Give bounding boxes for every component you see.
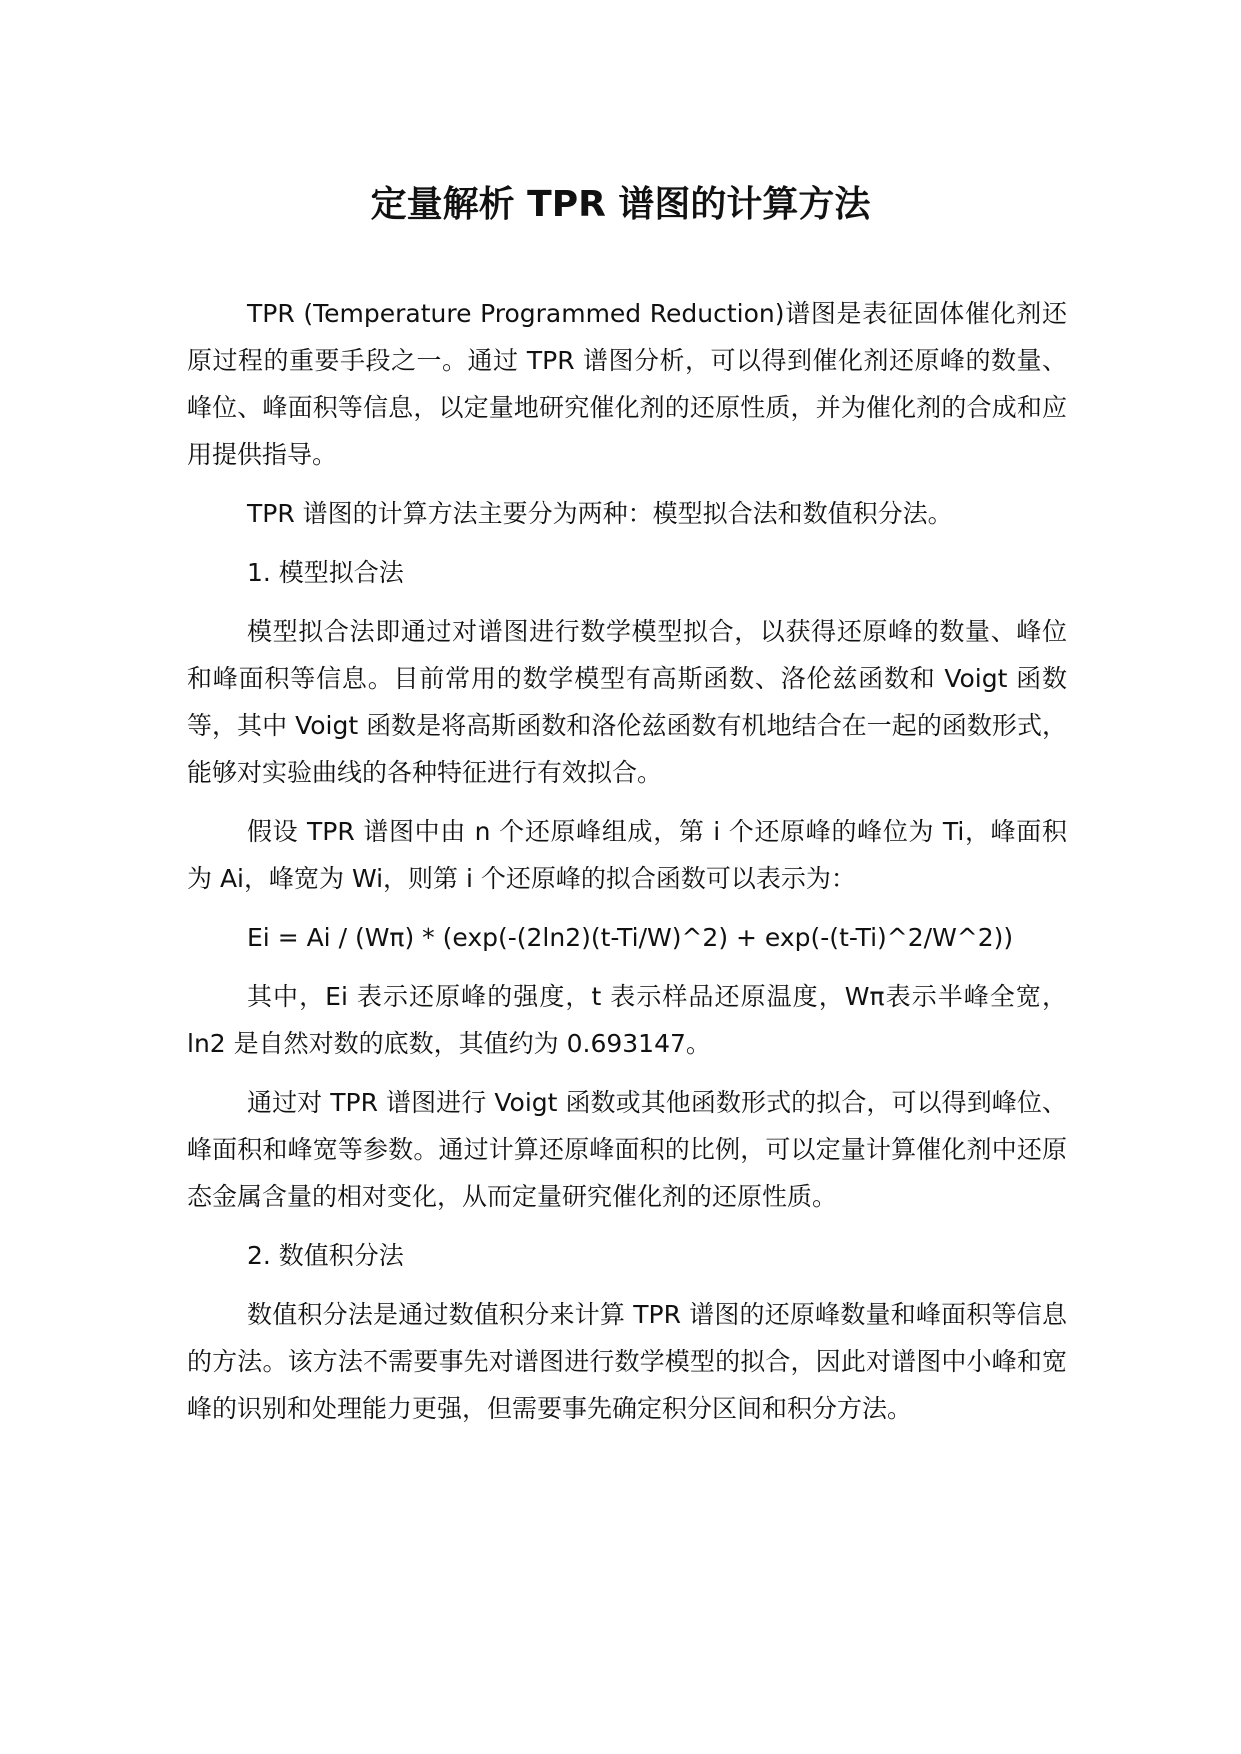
intro-paragraph: TPR (Temperature Programmed Reduction)谱图是表征固体催化剂还原过程的重要手段之一。通过 TPR 谱图分析，可以得到催化剂还原峰的数量、峰位、峰面积等信息，以定量地研究催化剂的还原性质，并为催化剂的合成和应用提供指导。 — [187, 299, 1067, 469]
section-heading-model-fitting: 1. 模型拟合法 — [247, 558, 404, 587]
section-heading-numerical-integration: 2. 数值积分法 — [247, 1241, 404, 1270]
document-title: 定量解析 TPR 谱图的计算方法 — [370, 184, 871, 225]
fitting-result-paragraph: 通过对 TPR 谱图进行 Voigt 函数或其他函数形式的拟合，可以得到峰位、峰面积和峰宽等参数。通过计算还原峰面积的比例，可以定量计算催化剂中还原态金属含量的相对变化，从而定量研究催化剂的还原性质。 — [187, 1088, 1067, 1211]
document-body — [187, 290, 1067, 1444]
assumption-paragraph: 假设 TPR 谱图中由 n 个还原峰组成，第 i 个还原峰的峰位为 Ti，峰面积为 Ai，峰宽为 Wi，则第 i 个还原峰的拟合函数可以表示为： — [187, 817, 1067, 893]
methods-overview-paragraph: TPR 谱图的计算方法主要分为两种：模型拟合法和数值积分法。 — [247, 499, 953, 528]
formula-explanation-paragraph: 其中，Ei 表示还原峰的强度，t 表示样品还原温度，Wπ表示半峰全宽，ln2 是自然对数的底数，其值约为 0.693147。 — [187, 982, 1067, 1058]
model-fitting-paragraph: 模型拟合法即通过对谱图进行数学模型拟合，以获得还原峰的数量、峰位和峰面积等信息。目前常用的数学模型有高斯函数、洛伦兹函数和 Voigt 函数等，其中 Voigt 函数是将高斯函数和洛伦兹函数有机地结合在一起的函数形式，能够对实验曲线的各种特征进行有效拟合。 — [187, 617, 1067, 787]
fitting-formula: Ei = Ai / (Wπ) * (exp(-(2ln2)(t-Ti/W)^2) + exp(-(t-Ti)^2/W^2)) — [247, 923, 1014, 952]
numerical-integration-paragraph: 数值积分法是通过数值积分来计算 TPR 谱图的还原峰数量和峰面积等信息的方法。该方法不需要事先对谱图进行数学模型的拟合，因此对谱图中小峰和宽峰的识别和处理能力更强，但需要事先确定积分区间和积分方法。 — [187, 1300, 1067, 1423]
